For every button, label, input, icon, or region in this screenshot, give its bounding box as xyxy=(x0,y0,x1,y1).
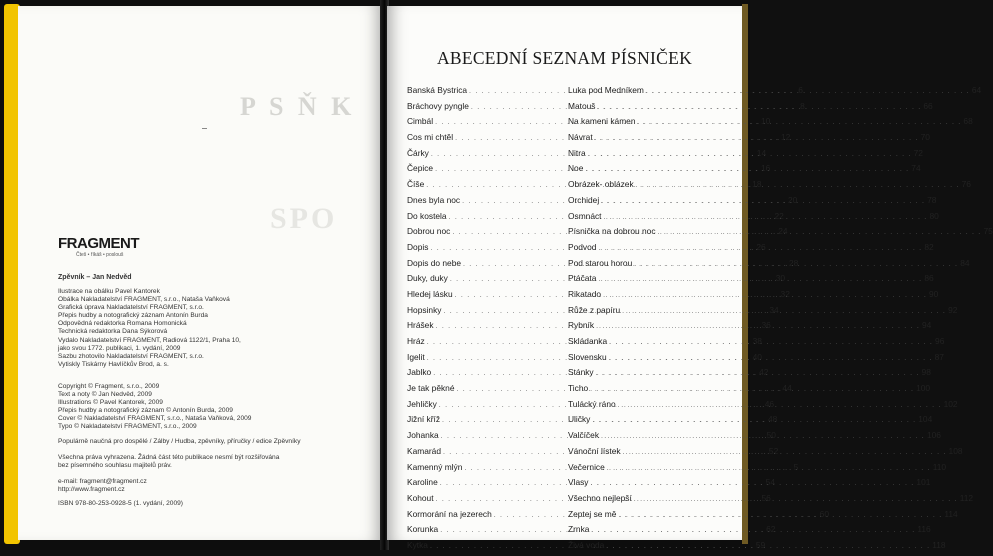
page-number: 22 xyxy=(774,210,784,221)
email-line: e-mail: fragment@fragment.cz xyxy=(58,478,147,485)
page-number: 112 xyxy=(959,492,974,503)
page-number: 16 xyxy=(761,163,771,174)
credit-line: Ilustrace na obálku Pavel Kantorek xyxy=(58,288,160,295)
index-entry xyxy=(568,85,982,101)
song-title: Duky, duky xyxy=(407,273,448,284)
isbn-line: ISBN 978-80-253-0928-5 (1. vydání, 2009) xyxy=(58,500,183,507)
page-number: 116 xyxy=(917,524,931,535)
page-number: 76 xyxy=(961,179,971,190)
credit-line: Grafická úprava Nakladatelství FRAGMENT, s.r.o. xyxy=(58,304,204,312)
dot-leader xyxy=(598,276,922,283)
song-title: Orchidej xyxy=(568,194,600,205)
dot-leader xyxy=(585,166,909,173)
dot-leader xyxy=(609,355,933,362)
index-entry xyxy=(568,100,933,117)
dot-leader xyxy=(596,323,920,330)
publisher-logo xyxy=(58,235,168,263)
page-number: 56 xyxy=(761,492,771,503)
credit-line: Vydalo Nakladatelství FRAGMENT, Radiová 1122/1, Praha 10, xyxy=(58,336,241,344)
category-line: Populárně naučná pro dospělé / Zálby / Hudba, zpěvníky, příručky / edice Zpěvníky xyxy=(58,438,301,445)
credit-line: Vytiskly Tiskárny Havlíčkův Brod, a. s. xyxy=(58,360,169,368)
dot-leader xyxy=(634,261,958,268)
contact-block xyxy=(58,478,147,494)
page-number: 78 xyxy=(927,194,937,205)
dot-leader xyxy=(595,135,919,142)
song-title: Cos mi chtěl xyxy=(407,132,454,143)
page-number: 74 xyxy=(911,163,921,174)
song-title: Čárky xyxy=(407,147,429,158)
dot-leader xyxy=(606,543,930,550)
song-title: Tulácký ráno xyxy=(568,398,616,409)
page-number: 80 xyxy=(929,210,939,221)
song-title: Číše xyxy=(407,179,425,190)
page-number: 82 xyxy=(924,241,934,252)
page-number: 101 xyxy=(916,477,931,488)
song-title: Jehličky xyxy=(407,398,437,409)
copyright-line: Illustrations © Pavel Kantorek, 2009 xyxy=(58,399,163,407)
page-number: 42 xyxy=(759,367,769,378)
page-number: 46 xyxy=(764,398,775,409)
song-title: Vlasy xyxy=(568,477,589,488)
page-number: 64 xyxy=(971,85,982,95)
page-number: 14 xyxy=(756,147,767,158)
song-title: Ptáčata xyxy=(568,273,597,284)
dot-leader xyxy=(609,339,933,346)
page-number: 36 xyxy=(761,320,771,331)
copyright-line: Text a noty © Jan Nedvěd, 2009 xyxy=(58,391,152,399)
page-number: 59 xyxy=(755,539,766,550)
page-number: 32 xyxy=(780,288,790,299)
credit-line: Odpovědná redaktorka Romana Homonická xyxy=(58,320,187,328)
page-number: 52 xyxy=(768,445,779,456)
song-title: Dobrou noc xyxy=(407,226,451,237)
song-title: Pod starou horou xyxy=(568,257,633,268)
song-title: Obrázek- oblázek xyxy=(568,179,634,190)
page-number: 8 xyxy=(800,100,805,111)
rights-block xyxy=(58,454,279,470)
song-title: Růže z papíru xyxy=(568,304,621,315)
page-number: 94 xyxy=(922,320,932,331)
song-title: Podvod xyxy=(568,241,597,252)
page-number: 70 xyxy=(920,132,930,143)
song-title: Banská Bystrica xyxy=(407,85,468,95)
song-title: Hledej lásku xyxy=(407,288,453,299)
credits-block xyxy=(58,288,241,369)
copyright-line: Copyright © Fragment, s.r.o., 2009 xyxy=(58,383,160,390)
song-title: Cimbál xyxy=(407,116,434,127)
page-number: 20 xyxy=(788,194,798,205)
credit-line: Technická redaktorka Dana Sýkorová xyxy=(58,328,168,336)
page-number: 110 xyxy=(932,461,947,472)
page-number: 100 xyxy=(916,383,931,394)
page-number: 24 xyxy=(778,226,788,237)
song-title: Dopis xyxy=(407,241,429,252)
page-number: 98 xyxy=(921,367,931,378)
dot-leader xyxy=(636,182,960,189)
index-entry xyxy=(568,461,947,478)
credit-line: Obálka Nakladatelství FRAGMENT, s.r.o., Nataša Vaňková xyxy=(58,296,230,304)
song-title: Jižní kříž xyxy=(407,414,441,425)
song-title: Stánky xyxy=(568,367,594,378)
song-title: Do kostela xyxy=(407,210,447,221)
imprint-page xyxy=(18,6,382,540)
page-number: 72 xyxy=(913,147,923,158)
dot-leader xyxy=(618,512,942,519)
song-title: Skládanka xyxy=(568,336,608,346)
copyright-line: Přepis hudby a notografický záznam © Antonín Burda, 2009 xyxy=(58,407,233,415)
song-title: Je tak pěkné xyxy=(407,383,455,394)
page-number: 60 xyxy=(819,508,829,519)
copyright-line: Cover © Nakladatelství FRAGMENT, s.r.o., Nataša Vaňková, 2009 xyxy=(58,415,252,423)
song-title: Kohout xyxy=(407,492,434,503)
song-title: Bráchovy pyngle xyxy=(407,100,469,111)
song-title: Vánoční lístek xyxy=(568,445,621,456)
song-title: Zeptej se mě xyxy=(568,508,617,519)
page-number: 66 xyxy=(923,100,933,111)
page-number: 5 xyxy=(793,461,799,472)
song-title: Kormorání na jezerech xyxy=(407,508,492,519)
page-number: 50 xyxy=(766,430,776,441)
copyright-line: Typo © Nakladatelství FRAGMENT, s.r.o., 2009 xyxy=(58,423,197,431)
song-title: Kamarád xyxy=(407,445,441,456)
page-number: 87 xyxy=(934,351,944,362)
rights-line: bez písemného souhlasu majitelů práv. xyxy=(58,462,172,470)
page-number: 34 xyxy=(769,304,779,315)
dot-leader xyxy=(601,433,925,440)
dot-leader xyxy=(618,402,942,409)
dot-leader xyxy=(638,119,962,126)
page-number: 68 xyxy=(963,116,973,127)
dot-leader xyxy=(658,229,982,236)
dot-leader xyxy=(607,465,931,472)
song-title: Luka pod Medníkem xyxy=(568,85,644,95)
song-title: Zrnka xyxy=(568,524,590,535)
song-title: Čepice xyxy=(407,163,434,174)
song-title: Johanka xyxy=(407,430,439,441)
song-title: Osmnáct xyxy=(568,210,602,221)
dot-leader xyxy=(622,308,946,315)
book-title-line: Zpěvník – Jan Nedvěd xyxy=(58,274,132,281)
song-title: Kytka xyxy=(407,539,428,550)
song-title: Matouš xyxy=(568,100,596,111)
book-cover-edge-right xyxy=(742,4,748,544)
page-number: 90 xyxy=(928,288,939,299)
copyright-block xyxy=(58,383,251,432)
page-number: 106 xyxy=(926,430,941,441)
song-title: Dnes byla noc xyxy=(407,194,461,205)
page-number: 54 xyxy=(765,477,775,488)
song-title: Živá voda xyxy=(568,539,605,550)
page-number: 118 xyxy=(932,539,946,550)
page-number: 84 xyxy=(960,257,970,268)
dot-leader xyxy=(603,292,927,299)
dot-leader xyxy=(623,449,947,456)
song-title: Karoline xyxy=(407,477,438,488)
dot-leader xyxy=(646,88,970,95)
dot-leader xyxy=(591,527,915,534)
song-title: Písnička na dobrou noc xyxy=(568,226,656,237)
page-number: 6 xyxy=(798,85,803,95)
page-number: 44 xyxy=(782,383,792,394)
song-title: Ticho xyxy=(568,383,589,394)
song-title: Hrášek xyxy=(407,320,434,331)
credit-line: jako svou 1772. publikaci, 1. vydání, 2009 xyxy=(58,344,181,352)
logo-tagline: Čteš • říkáš • poslouš xyxy=(76,252,124,258)
dot-leader xyxy=(604,214,928,221)
song-title: Návrat xyxy=(568,132,593,143)
page-number: 104 xyxy=(918,414,933,425)
song-title: Uličky xyxy=(568,414,591,425)
song-title: Dopis do nebe xyxy=(407,257,462,268)
song-title: Večernice xyxy=(568,461,605,472)
song-title: Igelit xyxy=(407,351,425,362)
dot-leader xyxy=(634,496,958,503)
page-number: 75 xyxy=(983,226,993,237)
page-number: 108 xyxy=(948,445,963,456)
page-number: 96 xyxy=(935,336,945,346)
song-title: Rybník xyxy=(568,320,595,331)
page-number: 28 xyxy=(788,257,799,268)
song-title: Jablko xyxy=(407,367,432,378)
website-line: http://www.fragment.cz xyxy=(58,486,125,494)
rights-line: Všechna práva vyhrazena. Žádná část této publikace nesmí být rozšiřována xyxy=(58,454,280,461)
song-title: Na kameni kámen xyxy=(568,116,636,127)
song-title: Slovensku xyxy=(568,351,607,362)
song-title: Všechno nejlepší xyxy=(568,492,632,503)
page-number: 102 xyxy=(943,398,958,409)
dot-leader xyxy=(601,198,925,205)
dot-leader xyxy=(596,370,920,377)
show-through-mark xyxy=(202,128,207,129)
page-number: 12 xyxy=(781,132,791,143)
logo-wordmark: FRAGMENT xyxy=(58,235,139,252)
page-number: 30 xyxy=(775,273,786,284)
song-title: Nitra xyxy=(568,147,586,158)
page-number: 26 xyxy=(756,241,766,252)
credit-line: Přepis hudby a notografický záznam Antonín Burda xyxy=(58,312,208,320)
show-through-text: SPO xyxy=(270,202,338,235)
song-title: Kamenný mlýn xyxy=(407,461,463,472)
dot-leader xyxy=(598,245,922,252)
song-title: Rikatado xyxy=(568,288,602,299)
page-number: 40 xyxy=(752,351,762,362)
song-title: Hráz xyxy=(407,336,425,346)
dot-leader xyxy=(592,417,916,424)
song-title: Korunka xyxy=(407,524,439,535)
song-title: Valčíček xyxy=(568,430,600,441)
page-number: 48 xyxy=(767,414,778,425)
page-title: ABECEDNÍ SEZNAM PÍSNIČEK xyxy=(436,48,693,68)
page-number: 86 xyxy=(924,273,934,284)
dot-leader xyxy=(597,104,921,111)
dot-leader xyxy=(590,386,914,393)
page-number: 114 xyxy=(944,508,958,519)
song-title: Noe xyxy=(568,163,584,174)
page-number: 18 xyxy=(752,179,762,190)
page-number: 62 xyxy=(766,524,776,535)
credit-line: Sazbu zhotovilo Nakladatelství FRAGMENT, s.r.o. xyxy=(58,352,204,360)
page-number: 10 xyxy=(760,116,771,127)
page-number: 38 xyxy=(752,336,762,346)
show-through-text: P S Ň K xyxy=(240,92,356,121)
song-title: Hopsinky xyxy=(407,304,442,315)
page-number: 92 xyxy=(948,304,958,315)
dot-leader xyxy=(588,151,912,158)
dot-leader xyxy=(590,480,914,487)
song-index-page xyxy=(387,6,993,550)
